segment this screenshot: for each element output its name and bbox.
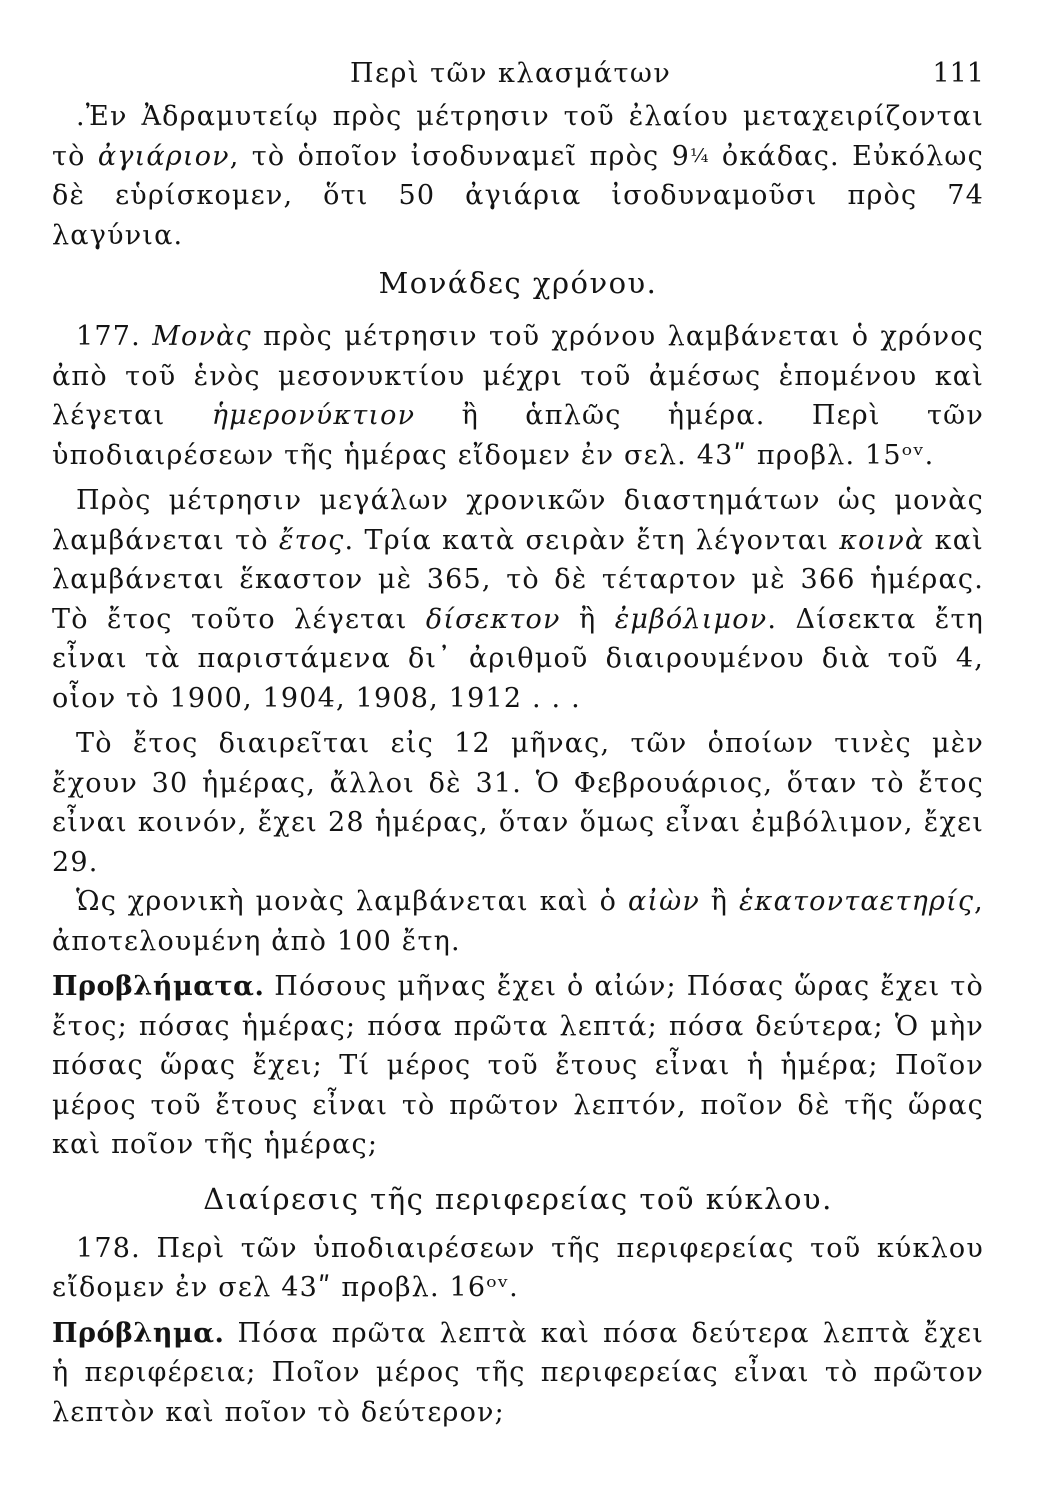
text-segment: .Ἐν Ἀδραμυτείῳ πρὸς μέτρησιν τοῦ ἐλαίου μεταχειρίζονται τὸ	[52, 101, 984, 172]
section-number: 178.	[76, 1232, 141, 1264]
text-segment: Πρὸς μέτρησιν μεγάλων χρονικῶν διαστημάτων ὡς μονὰς λαμβάνεται τὸ	[52, 485, 984, 556]
paragraph-adramyttion	[52, 97, 984, 255]
text-segment: ἢ	[578, 603, 597, 635]
text-segment: Πόσους μῆνας ἔχει ὁ αἰών; Πόσας ὥρας ἔχει τὸ ἔτος; πόσας ἡμέρας; πόσα πρῶτα λεπτά; πόσα δεύτερα; Ὁ μὴν πόσας ὥρας ἔχει; Τί μέρος τοῦ ἔτους εἶναι ἡ ἡμέρα; Ποῖον μέρος τοῦ ἔτους εἶναι τὸ πρῶτον λεπτόν, ποῖον δὲ τῆς ὥρας καὶ ποῖον τῆς ἡμέρας;	[52, 971, 984, 1160]
fraction: ¼	[689, 144, 710, 167]
problems-label: Προβλήματα.	[52, 971, 265, 1002]
page-number: 111	[932, 58, 984, 89]
italic-term: κοινὰ	[839, 524, 925, 556]
text-segment: καὶ λαμβάνεται ἕκαστον μὲ 365, τὸ δὲ τέταρτον μὲ 366 ἡμέρας. Τὸ ἔτος τοῦτο λέγεται	[52, 524, 984, 635]
text-segment: . Δίσεκτα ἔτη εἶναι τὰ παριστάμενα δι᾽ ἀριθμοῦ διαιρουμένου διὰ τοῦ 4, οἷον τὸ 1900, 1904, 1908, 1912 . . .	[52, 603, 984, 714]
paragraph-year	[52, 481, 984, 718]
italic-term: ἔτος	[278, 524, 345, 556]
text-segment: , τὸ ὁποῖον ἰσοδυναμεῖ πρὸς 9	[229, 140, 690, 172]
paragraph-months: Τὸ ἔτος διαιρεῖται εἰς 12 μῆνας, τῶν ὁποίων τινὲς μὲν ἔχουν 30 ἡμέρας, ἄλλοι δὲ 31. Ὁ Φεβρουάριος, ὅταν τὸ ἔτος εἶναι κοινόν, ἔχει 28 ἡμέρας, ὅταν ὅμως εἶναι ἐμβόλιμον, ἔχει 29.	[52, 728, 984, 878]
section-heading-time-units: Μονάδες χρόνου.	[378, 266, 658, 300]
text-segment: ἢ	[710, 886, 729, 917]
text-segment: Ὡς χρονικὴ μονὰς λαμβάνεται καὶ ὁ	[76, 886, 618, 917]
text-segment: , ἀποτελουμένη ἀπὸ 100 ἔτη.	[52, 886, 984, 957]
italic-term: δίσεκτον	[425, 603, 561, 635]
section-number: 177.	[76, 321, 141, 352]
problem-label: Πρόβλημα.	[52, 1317, 225, 1349]
italic-term: Μονὰς	[152, 321, 252, 352]
paragraph-177	[52, 317, 984, 475]
text-segment: Πόσα πρῶτα λεπτὰ καὶ πόσα δεύτερα λεπτὰ ἔχει ἡ περιφέρεια; Ποῖον μέρος τῆς περιφερείας εἶναι τὸ πρῶτον λεπτὸν καὶ ποῖον τὸ δεύτερον;	[52, 1317, 984, 1428]
running-title: Περὶ τῶν κλασμάτων	[350, 58, 672, 89]
running-header	[52, 58, 984, 89]
paragraph-problem-circle	[52, 1314, 984, 1433]
italic-term: ἡμερονύκτιον	[211, 400, 416, 431]
italic-term: ἀγιάριον	[97, 140, 230, 172]
text-segment: Περὶ τῶν ὑποδιαιρέσεων τῆς περιφερείας τοῦ κύκλου εἴδομεν ἐν σελ 43ʺ προβλ. 16ᵒᵛ.	[52, 1232, 984, 1303]
text-segment: πρὸς μέτρησιν τοῦ χρόνου λαμβάνεται ὁ χρόνος ἀπὸ τοῦ ἑνὸς μεσονυκτίου μέχρι τοῦ ἀμέσως ἑπομένου καὶ λέγεται	[52, 321, 984, 431]
text-segment: . Τρία κατὰ σειρὰν ἔτη λέγονται	[344, 524, 830, 556]
text-segment: ὀκάδας. Εὐκόλως δὲ εὑρίσκομεν, ὅτι 50 ἀγιάρια ἰσοδυναμοῦσι πρὸς 74 λαγύνια.	[52, 140, 984, 251]
section-heading-circle: Διαίρεσις τῆς περιφερείας τοῦ κύκλου.	[203, 1181, 833, 1216]
paragraph-178	[52, 1229, 984, 1308]
italic-term: αἰὼν	[627, 886, 700, 917]
text-segment: ἢ ἁπλῶς ἡμέρα. Περὶ τῶν ὑποδιαιρέσεων τῆς ἡμέρας εἴδομεν ἐν σελ. 43ʺ προβλ. 15ᵒᵛ.	[52, 400, 984, 471]
italic-term: ἐμβόλιμον	[614, 603, 768, 635]
italic-term: ἑκατονταετηρίς	[738, 886, 975, 917]
paragraph-century	[52, 882, 984, 961]
paragraph-problems-time	[52, 967, 984, 1165]
